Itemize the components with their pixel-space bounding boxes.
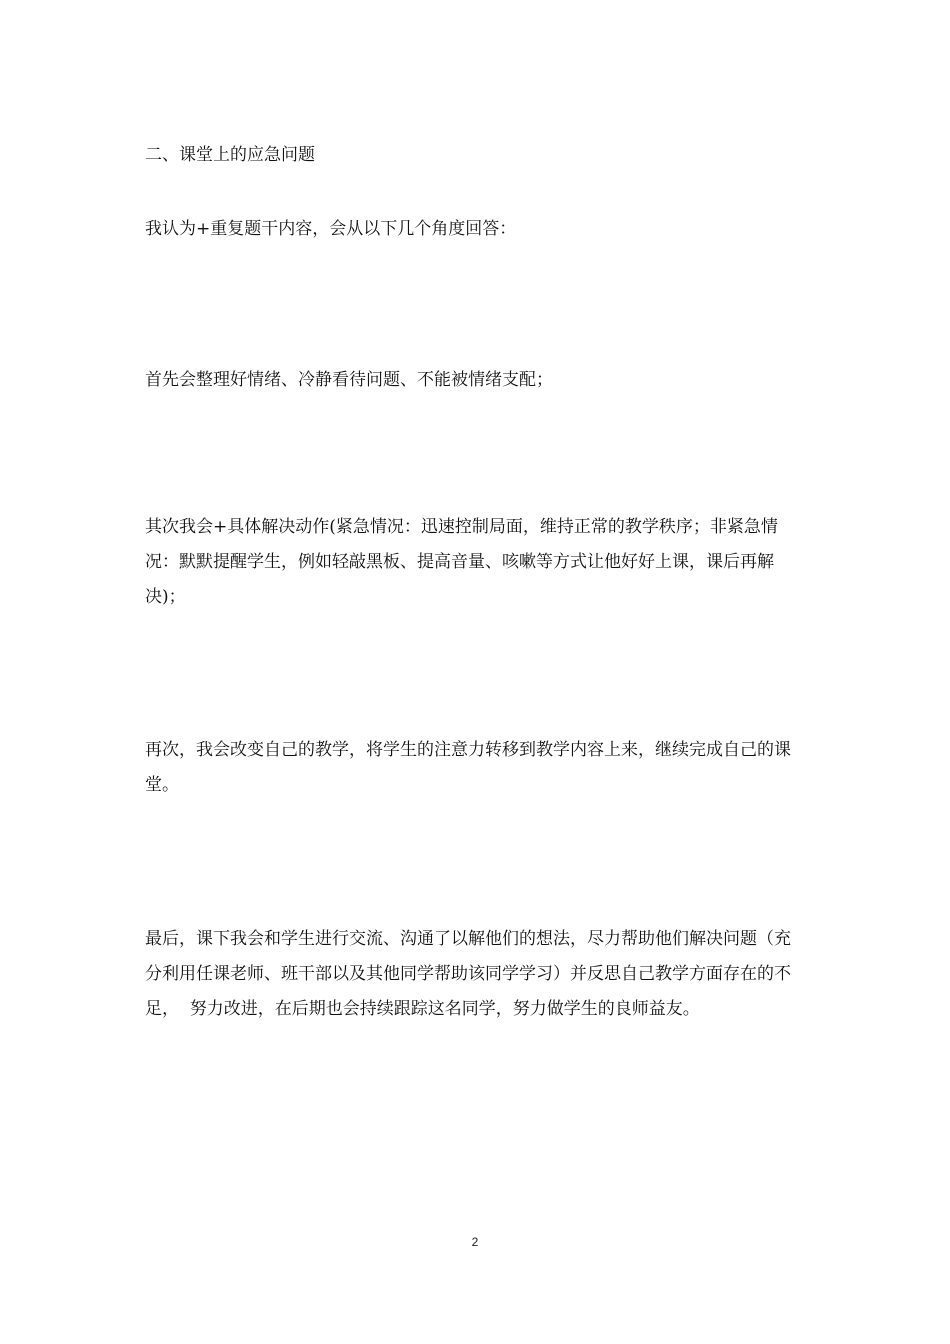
- section-heading: 二、课堂上的应急问题: [145, 145, 315, 165]
- page-number: 2: [471, 1235, 479, 1249]
- paragraph-final: 最后，课下我会和学生进行交流、沟通了以解他们的想法，尽力帮助他们解决问题（充 分利用任课老师、班干部以及其他同学帮助该同学学习）并反思自己教学方面存在的不足， 努力改进，在后期也会持续跟踪这名同学，努力做学生的良师益友。: [145, 929, 802, 1019]
- paragraph-first: 首先会整理好情绪、冷静看待问题、不能被情绪支配；: [145, 370, 553, 390]
- paragraph-third: 再次，我会改变自己的教学，将学生的注意力转移到教学内容上来，继续完成自己的课 堂。: [145, 740, 802, 795]
- paragraph-intro: 我认为+重复题干内容，会从以下几个角度回答：: [145, 219, 517, 239]
- paragraph-second: 其次我会+具体解决动作(紧急情况：迅速控制局面，维持正常的教学秩序；非紧急情况：默默提醒学生，例如轻敲黑板、提高音量、咳嗽等方式让他好好上课，课后再解决)；: [145, 517, 778, 607]
